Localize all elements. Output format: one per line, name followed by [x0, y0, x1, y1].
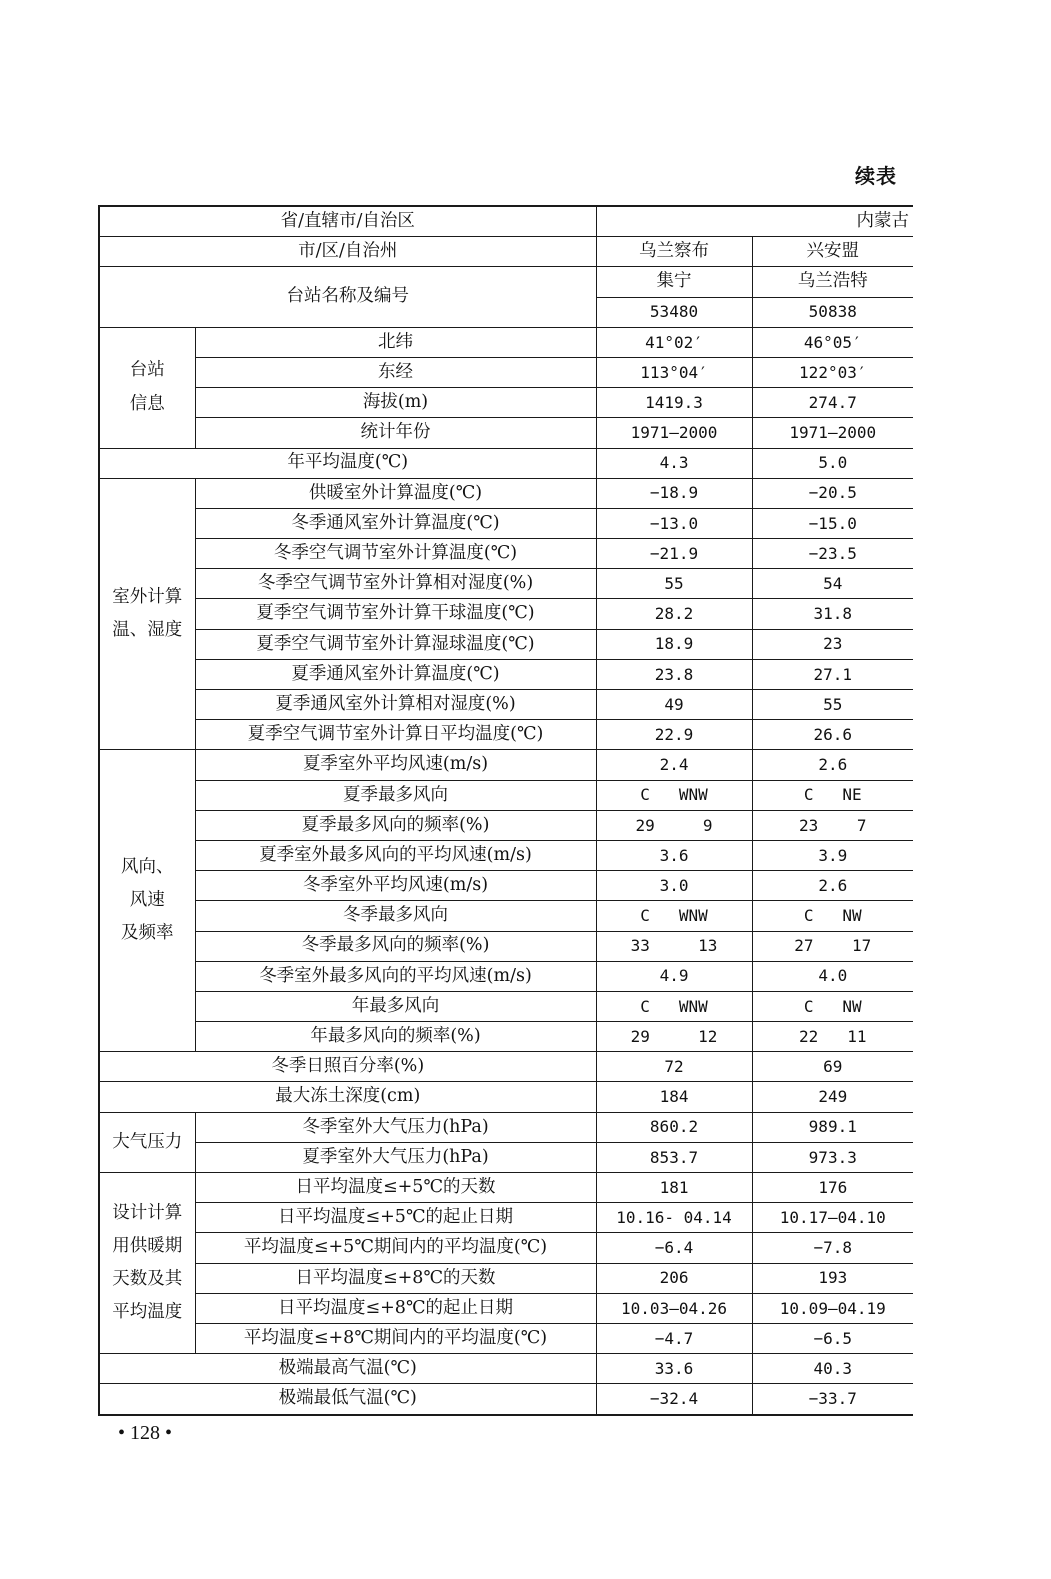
- value-station-1: 2.4: [596, 750, 752, 780]
- table-row: [99, 1142, 913, 1172]
- value-station-2: C NE: [752, 780, 913, 810]
- station-label: 台站名称及编号: [99, 267, 596, 327]
- group-label: 设计计算 用供暖期 天数及其 平均温度: [99, 1173, 195, 1354]
- value-station-1: 853.7: [596, 1142, 752, 1172]
- table-row: [99, 1203, 913, 1233]
- value-station-2: C NW: [752, 991, 913, 1021]
- row-label: 夏季通风室外计算温度(℃): [195, 659, 596, 689]
- row-label: 北纬: [195, 327, 596, 357]
- continued-label: 续表: [855, 164, 897, 188]
- row-label: 夏季室外最多风向的平均风速(m/s): [195, 840, 596, 870]
- value-station-2: 10.17—04.10: [752, 1203, 913, 1233]
- value-station-2: 54: [752, 569, 913, 599]
- row-label: 日平均温度≤+5℃的起止日期: [195, 1203, 596, 1233]
- table-row: [99, 1263, 913, 1293]
- value-station-1: −21.9: [596, 539, 752, 569]
- value-station-2: 2.6: [752, 750, 913, 780]
- value-station-1: −32.4: [596, 1384, 752, 1415]
- value-station-1: 860.2: [596, 1112, 752, 1142]
- value-station-1: 33.6: [596, 1354, 752, 1384]
- row-label: 年最多风向的频率(%): [195, 1022, 596, 1052]
- table-row: [99, 1293, 913, 1323]
- table-row: [99, 871, 913, 901]
- row-label: 海拔(m): [195, 388, 596, 418]
- row-label: 冬季最多风向的频率(%): [195, 931, 596, 961]
- page-number: • 128 •: [118, 1422, 173, 1444]
- row-label: 夏季最多风向的频率(%): [195, 810, 596, 840]
- value-station-1: 4.9: [596, 961, 752, 991]
- table-row: [99, 991, 913, 1021]
- table-row: [99, 1082, 913, 1112]
- value-station-2: 193: [752, 1263, 913, 1293]
- value-station-2: 40.3: [752, 1354, 913, 1384]
- table-row: [99, 569, 913, 599]
- value-station-2: 26.6: [752, 720, 913, 750]
- row-label: 冬季空气调节室外计算相对湿度(%): [195, 569, 596, 599]
- table-row: [99, 1112, 913, 1142]
- table-row: [99, 720, 913, 750]
- value-station-2: 5.0: [752, 448, 913, 478]
- value-station-1: −18.9: [596, 478, 752, 508]
- value-station-1: 206: [596, 1263, 752, 1293]
- value-station-2: 4.0: [752, 961, 913, 991]
- value-station-2: 27 17: [752, 931, 913, 961]
- row-label: 最大冻土深度(cm): [99, 1082, 596, 1112]
- header-row-province: [99, 206, 913, 237]
- value-station-1: 10.16- 04.14: [596, 1203, 752, 1233]
- value-station-2: 10.09—04.19: [752, 1293, 913, 1323]
- row-label: 年平均温度(℃): [99, 448, 596, 478]
- table-row: [99, 659, 913, 689]
- value-station-2: 22 11: [752, 1022, 913, 1052]
- value-station-1: 181: [596, 1173, 752, 1203]
- row-label: 冬季空气调节室外计算温度(℃): [195, 539, 596, 569]
- table-row: [99, 1233, 913, 1263]
- value-station-2: 274.7: [752, 388, 913, 418]
- value-station-1: 72: [596, 1052, 752, 1082]
- table-row: [99, 1052, 913, 1082]
- value-station-2: 2.6: [752, 871, 913, 901]
- row-label: 夏季室外大气压力(hPa): [195, 1142, 596, 1172]
- value-station-1: 3.6: [596, 840, 752, 870]
- row-label: 夏季通风室外计算相对湿度(%): [195, 690, 596, 720]
- value-station-1: −13.0: [596, 508, 752, 538]
- value-station-1: 3.0: [596, 871, 752, 901]
- value-station-2: 3.9: [752, 840, 913, 870]
- value-station-1: −6.4: [596, 1233, 752, 1263]
- value-station-1: 55: [596, 569, 752, 599]
- station-1-code: 53480: [596, 297, 752, 327]
- value-station-2: 27.1: [752, 659, 913, 689]
- value-station-1: 1971—2000: [596, 418, 752, 448]
- value-station-2: 46°05′: [752, 327, 913, 357]
- value-station-1: −4.7: [596, 1323, 752, 1353]
- value-station-1: 23.8: [596, 659, 752, 689]
- value-station-2: −33.7: [752, 1384, 913, 1415]
- row-label: 统计年份: [195, 418, 596, 448]
- value-station-2: C NW: [752, 901, 913, 931]
- value-station-2: −23.5: [752, 539, 913, 569]
- table-row: [99, 1323, 913, 1353]
- row-label: 极端最低气温(℃): [99, 1384, 596, 1415]
- table-row: [99, 1354, 913, 1384]
- station-1-name: 集宁: [596, 267, 752, 297]
- value-station-2: 249: [752, 1082, 913, 1112]
- value-station-2: 176: [752, 1173, 913, 1203]
- table-row: [99, 961, 913, 991]
- table-row: [99, 357, 913, 387]
- value-station-1: 18.9: [596, 629, 752, 659]
- group-label: 室外计算 温、湿度: [99, 478, 195, 750]
- value-station-2: 23 7: [752, 810, 913, 840]
- row-label: 夏季空气调节室外计算干球温度(℃): [195, 599, 596, 629]
- row-label: 供暖室外计算温度(℃): [195, 478, 596, 508]
- value-station-2: 31.8: [752, 599, 913, 629]
- row-label: 极端最高气温(℃): [99, 1354, 596, 1384]
- group-label: 台站 信息: [99, 327, 195, 448]
- group-label: 风向、 风速 及频率: [99, 750, 195, 1052]
- row-label: 平均温度≤+5℃期间内的平均温度(℃): [195, 1233, 596, 1263]
- row-label: 东经: [195, 357, 596, 387]
- value-station-1: 29 12: [596, 1022, 752, 1052]
- value-station-2: 122°03′: [752, 357, 913, 387]
- table-row: [99, 327, 913, 357]
- value-station-1: C WNW: [596, 901, 752, 931]
- city-1: 乌兰察布: [596, 237, 752, 267]
- row-label: 夏季室外平均风速(m/s): [195, 750, 596, 780]
- value-station-1: 22.9: [596, 720, 752, 750]
- table-row: [99, 478, 913, 508]
- table-row: [99, 1173, 913, 1203]
- station-2-code: 50838: [752, 297, 913, 327]
- table-row: [99, 1022, 913, 1052]
- value-station-1: 33 13: [596, 931, 752, 961]
- value-station-1: 184: [596, 1082, 752, 1112]
- value-station-1: C WNW: [596, 780, 752, 810]
- value-station-2: 23: [752, 629, 913, 659]
- table-row: [99, 388, 913, 418]
- table-row: [99, 1384, 913, 1415]
- row-label: 日平均温度≤+8℃的起止日期: [195, 1293, 596, 1323]
- table-row: [99, 418, 913, 448]
- province-value: 内蒙古: [596, 206, 913, 237]
- table-row: [99, 599, 913, 629]
- value-station-1: 28.2: [596, 599, 752, 629]
- table-row: [99, 508, 913, 538]
- table-row: [99, 810, 913, 840]
- row-label: 夏季空气调节室外计算日平均温度(℃): [195, 720, 596, 750]
- table-row: [99, 840, 913, 870]
- row-label: 冬季最多风向: [195, 901, 596, 931]
- table-row: [99, 539, 913, 569]
- row-label: 夏季最多风向: [195, 780, 596, 810]
- row-label: 冬季室外最多风向的平均风速(m/s): [195, 961, 596, 991]
- city-label: 市/区/自治州: [99, 237, 596, 267]
- row-label: 冬季日照百分率(%): [99, 1052, 596, 1082]
- table-row: [99, 780, 913, 810]
- value-station-1: 1419.3: [596, 388, 752, 418]
- row-label: 平均温度≤+8℃期间内的平均温度(℃): [195, 1323, 596, 1353]
- header-row-city: [99, 237, 913, 267]
- value-station-2: −20.5: [752, 478, 913, 508]
- province-label: 省/直辖市/自治区: [99, 206, 596, 237]
- value-station-2: 973.3: [752, 1142, 913, 1172]
- value-station-2: −15.0: [752, 508, 913, 538]
- value-station-1: 10.03—04.26: [596, 1293, 752, 1323]
- value-station-2: 989.1: [752, 1112, 913, 1142]
- row-label: 夏季空气调节室外计算湿球温度(℃): [195, 629, 596, 659]
- value-station-2: −6.5: [752, 1323, 913, 1353]
- header-row-station-name: [99, 267, 913, 297]
- row-label: 冬季通风室外计算温度(℃): [195, 508, 596, 538]
- value-station-2: 55: [752, 690, 913, 720]
- table-row: [99, 750, 913, 780]
- table-row: [99, 931, 913, 961]
- station-2-name: 乌兰浩特: [752, 267, 913, 297]
- table-row: [99, 448, 913, 478]
- value-station-1: 41°02′: [596, 327, 752, 357]
- row-label: 日平均温度≤+8℃的天数: [195, 1263, 596, 1293]
- value-station-1: 49: [596, 690, 752, 720]
- value-station-1: 113°04′: [596, 357, 752, 387]
- value-station-2: −7.8: [752, 1233, 913, 1263]
- row-label: 年最多风向: [195, 991, 596, 1021]
- table-row: [99, 690, 913, 720]
- group-label: 大气压力: [99, 1112, 195, 1172]
- row-label: 冬季室外平均风速(m/s): [195, 871, 596, 901]
- climate-data-table: [98, 205, 913, 1416]
- value-station-1: 4.3: [596, 448, 752, 478]
- row-label: 日平均温度≤+5℃的天数: [195, 1173, 596, 1203]
- value-station-2: 69: [752, 1052, 913, 1082]
- table-row: [99, 629, 913, 659]
- value-station-2: 1971—2000: [752, 418, 913, 448]
- value-station-1: 29 9: [596, 810, 752, 840]
- row-label: 冬季室外大气压力(hPa): [195, 1112, 596, 1142]
- value-station-1: C WNW: [596, 991, 752, 1021]
- city-2: 兴安盟: [752, 237, 913, 267]
- table-row: [99, 901, 913, 931]
